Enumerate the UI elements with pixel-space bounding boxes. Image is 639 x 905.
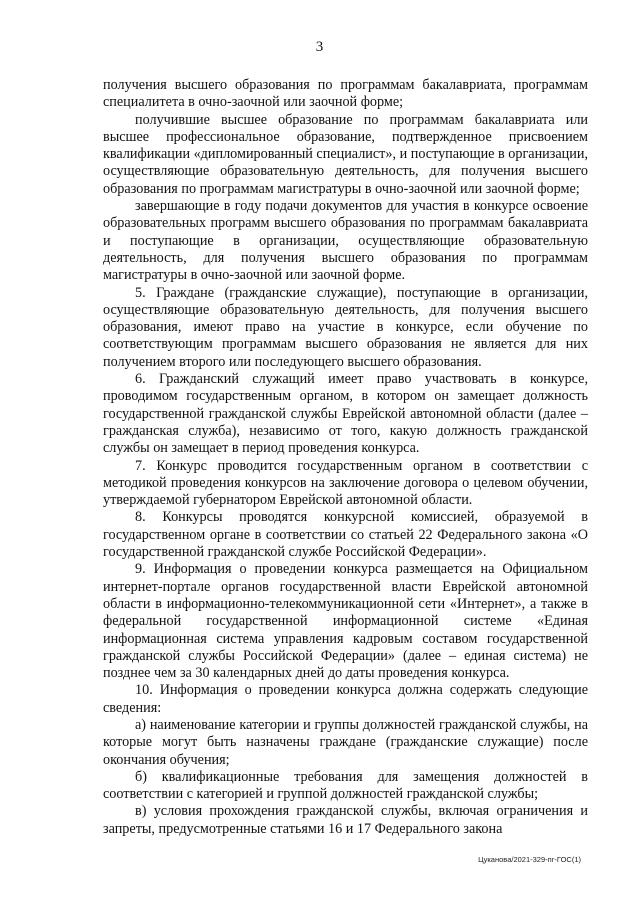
paragraph-continuation: получения высшего образования по программам бакалавриата, программам специалитета в очно-заочной или заочной форме; bbox=[103, 77, 588, 111]
document-reference-code: Цуканова/2021-329-пг-ГОС(1) bbox=[478, 855, 581, 864]
page-number: 3 bbox=[315, 39, 324, 55]
paragraph-masters-applicants: получившие высшее образование по программам бакалавриата или высшее профессиональное образование, подтвержденное присвоением квалификации «дипломированный специалист», и поступающие в организации, осуществляющие образовательную деятельность, для получения высшего образования по программам магистратуры в очно-заочной или заочной форме; bbox=[103, 111, 588, 197]
paragraph-item-9: 9. Информация о проведении конкурса размещается на Официальном интернет-портале органов государственной власти Еврейской автономной области в информационно-телекоммуникационной сети «Интернет», а также в федеральной государственной информационной системе «Единая информационная система управления кадровым составом государственной гражданской службы Российской Федерации» (далее – единая система) не позднее чем за 30 календарных дней до даты проведения конкурса. bbox=[103, 561, 588, 682]
paragraph-item-7: 7. Конкурс проводится государственным органом в соответствии с методикой проведения конкурсов на заключение договора о целевом обучении, утверждаемой губернатором Еврейской автономной области. bbox=[103, 457, 588, 509]
paragraph-item-10b: б) квалификационные требования для замещения должностей в соответствии с категорией и группой должностей гражданской службы; bbox=[103, 768, 588, 803]
paragraph-item-6: 6. Гражданский служащий имеет право участвовать в конкурсе, проводимом государственным органом, в котором он замещает должность государственной гражданской службы Еврейской автономной области (далее – гражданская служба), независимо от того, какую должность гражданской службы он замещает в период проведения конкурса. bbox=[103, 371, 588, 457]
paragraph-item-8: 8. Конкурсы проводятся конкурсной комиссией, образуемой в государственном органе в соответствии со статьей 22 Федерального закона «О государственной гражданской службе Российской Федерации». bbox=[103, 509, 588, 561]
paragraph-item-10v: в) условия прохождения гражданской службы, включая ограничения и запреты, предусмотренные статьями 16 и 17 Федерального закона bbox=[103, 803, 588, 837]
document-body bbox=[103, 77, 588, 838]
paragraph-item-10a: а) наименование категории и группы должностей гражданской службы, на которые могут быть назначены граждане (гражданские служащие) после окончания обучения; bbox=[103, 716, 588, 768]
paragraph-graduating-applicants: завершающие в году подачи документов для участия в конкурсе освоение образовательных программ высшего образования по программам бакалавриата и поступающие в организации, осуществляющие образовательную деятельность, для получения высшего образования по программам магистратуры в очно-заочной или заочной форме. bbox=[103, 198, 588, 284]
paragraph-item-5: 5. Граждане (гражданские служащие), поступающие в организации, осуществляющие образовательную деятельность, для получения высшего образования, имеют право на участие в конкурсе, если обучение по соответствующим программам высшего образования не является для них получением второго или последующего высшего образования. bbox=[103, 284, 588, 370]
paragraph-item-10: 10. Информация о проведении конкурса должна содержать следующие сведения: bbox=[103, 682, 588, 716]
